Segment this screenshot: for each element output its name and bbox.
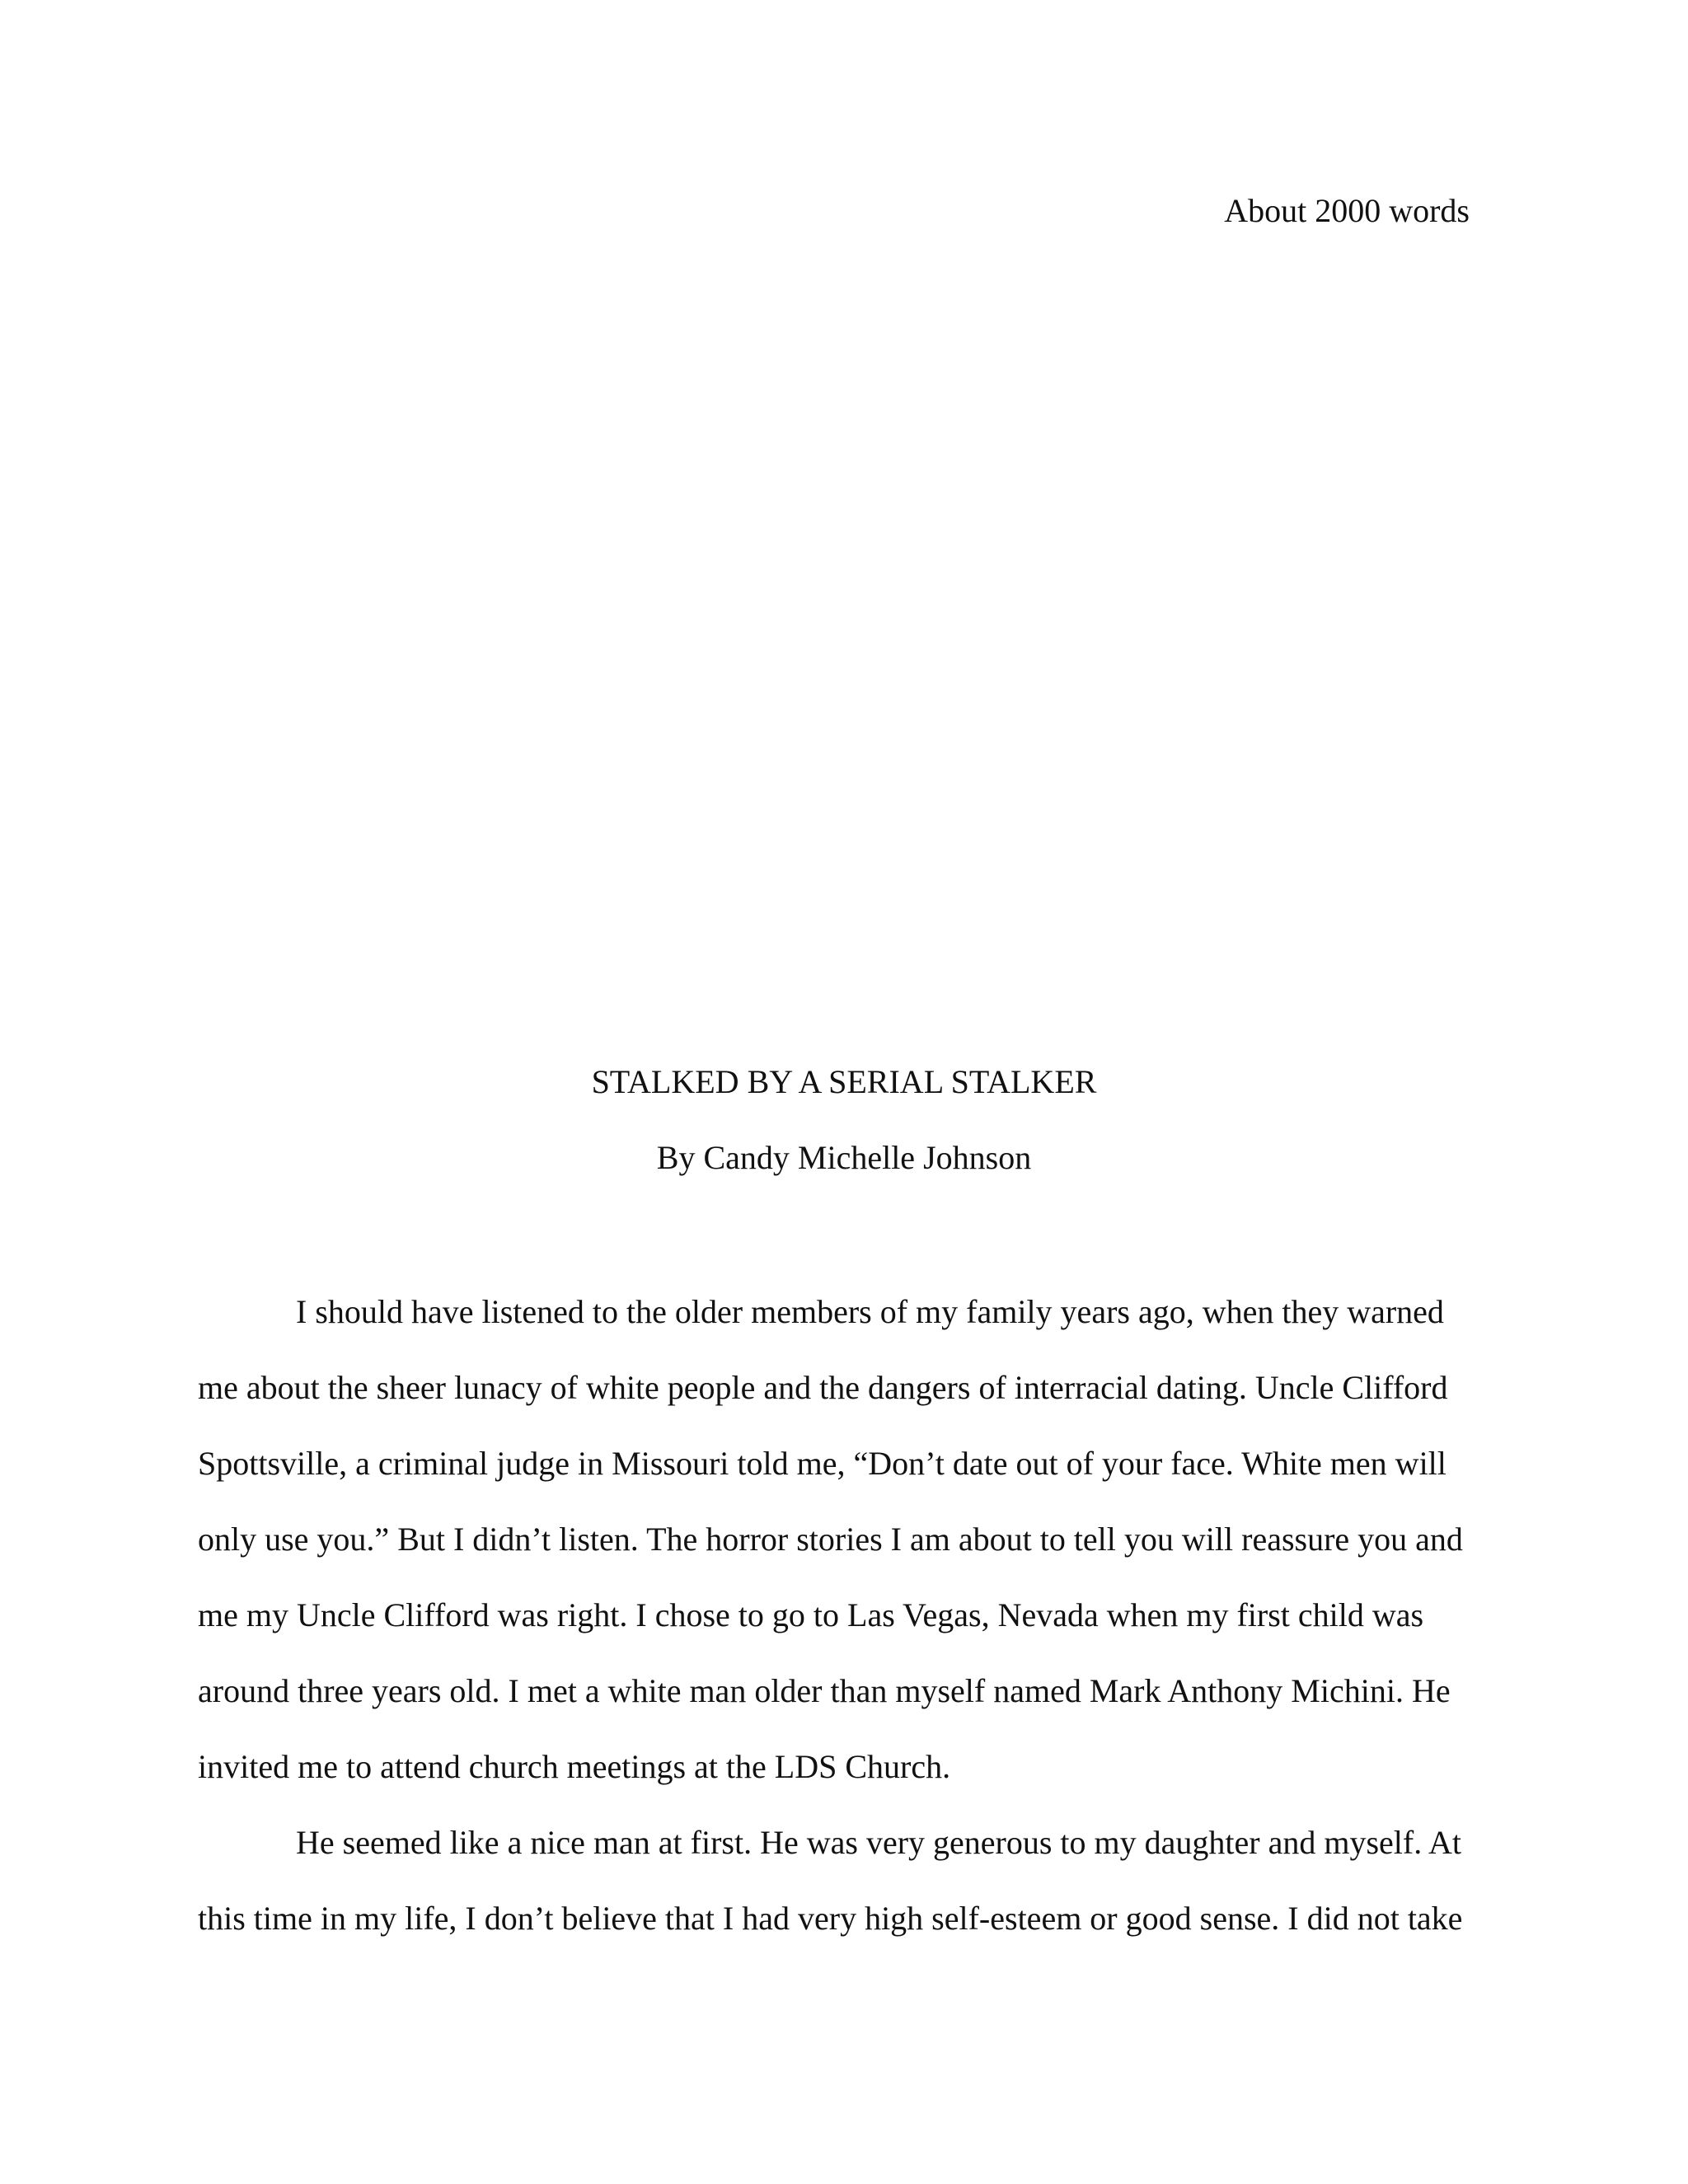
paragraph-line: around three years old. I met a white man older than myself named Mark Anthony Michini. He [198,1672,1451,1709]
story-title: STALKED BY A SERIAL STALKER [591,1063,1097,1100]
paragraph-line: invited me to attend church meetings at the LDS Church. [198,1748,951,1785]
paragraph-line: He seemed like a nice man at first. He was very generous to my daughter and myself. At [296,1824,1462,1861]
word-count-label: About 2000 words [1224,192,1470,229]
paragraph-line: this time in my life, I don’t believe that I had very high self-esteem or good sense. I did not take [198,1900,1463,1937]
author-byline: By Candy Michelle Johnson [656,1139,1032,1176]
paragraph-line: me my Uncle Clifford was right. I chose to go to Las Vegas, Nevada when my first child was [198,1596,1424,1633]
paragraph-line: I should have listened to the older members of my family years ago, when they warned [296,1293,1444,1330]
paragraph-line: only use you.” But I didn’t listen. The horror stories I am about to tell you will reassure you and [198,1521,1463,1558]
paragraph-line: me about the sheer lunacy of white people and the dangers of interracial dating. Uncle Clifford [198,1369,1448,1406]
story-body [198,1293,1485,1978]
paragraph-line: Spottsville, a criminal judge in Missouri told me, “Don’t date out of your face. White men will [198,1445,1447,1482]
